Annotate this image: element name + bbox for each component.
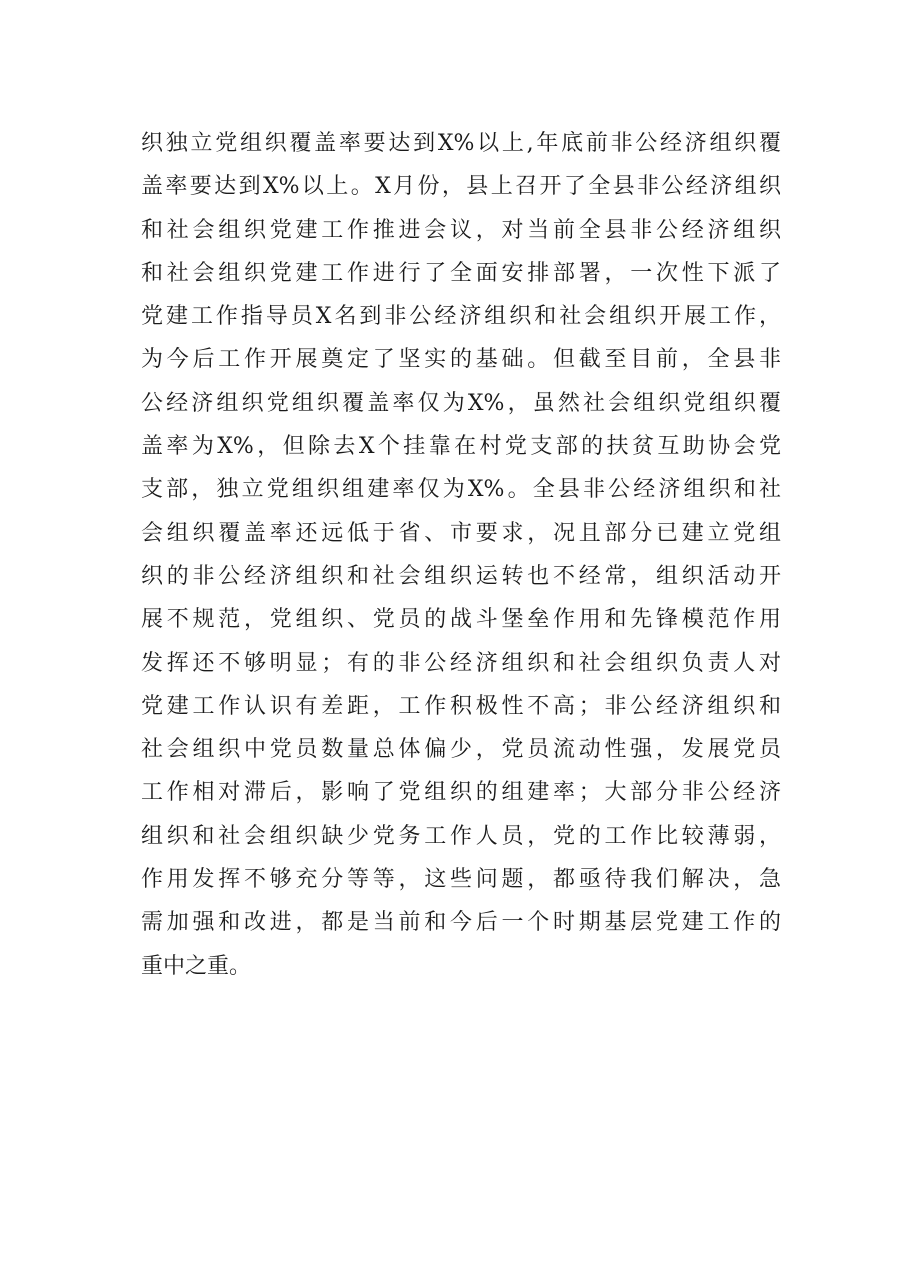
text-line: 盖率为X%，但除去X个挂靠在村党支部的扶贫互助协会党 [141, 434, 781, 460]
text-line: 盖率要达到X%以上。X月份，县上召开了全县非公经济组织 [141, 174, 781, 200]
text-line: 会组织覆盖率还远低于省、市要求，况且部分已建立党组 [141, 520, 781, 546]
text-line: 党建工作指导员X名到非公经济组织和社会组织开展工作， [141, 304, 781, 330]
text-line: 组织和社会组织缺少党务工作人员，党的工作比较薄弱， [141, 823, 781, 849]
text-line: 和社会组织党建工作推进会议，对当前全县非公经济组织 [141, 217, 781, 243]
body-paragraph [141, 122, 781, 988]
text-line: 织独立党组织覆盖率要达到X%以上,年底前非公经济组织覆 [141, 131, 781, 156]
text-line: 作用发挥不够充分等等，这些问题，都亟待我们解决，急 [141, 867, 781, 893]
text-line: 展不规范，党组织、党员的战斗堡垒作用和先锋模范作用 [141, 607, 781, 633]
text-line: 重中之重。 [141, 953, 252, 979]
text-line: 需加强和改进，都是当前和今后一个时期基层党建工作的 [141, 910, 781, 936]
text-line: 发挥还不够明显；有的非公经济组织和社会组织负责人对 [141, 650, 781, 676]
text-line: 和社会组织党建工作进行了全面安排部署，一次性下派了 [141, 260, 781, 286]
text-line: 为今后工作开展奠定了坚实的基础。但截至目前，全县非 [141, 347, 781, 373]
text-line: 社会组织中党员数量总体偏少，党员流动性强，发展党员 [141, 737, 781, 763]
text-line: 党建工作认识有差距，工作积极性不高；非公经济组织和 [141, 693, 781, 719]
text-line: 支部，独立党组织组建率仅为X%。全县非公经济组织和社 [141, 477, 781, 503]
text-line: 织的非公经济组织和社会组织运转也不经常，组织活动开 [141, 563, 781, 589]
text-line: 工作相对滞后，影响了党组织的组建率；大部分非公经济 [141, 780, 781, 806]
text-line: 公经济组织党组织覆盖率仅为X%，虽然社会组织党组织覆 [141, 390, 781, 416]
